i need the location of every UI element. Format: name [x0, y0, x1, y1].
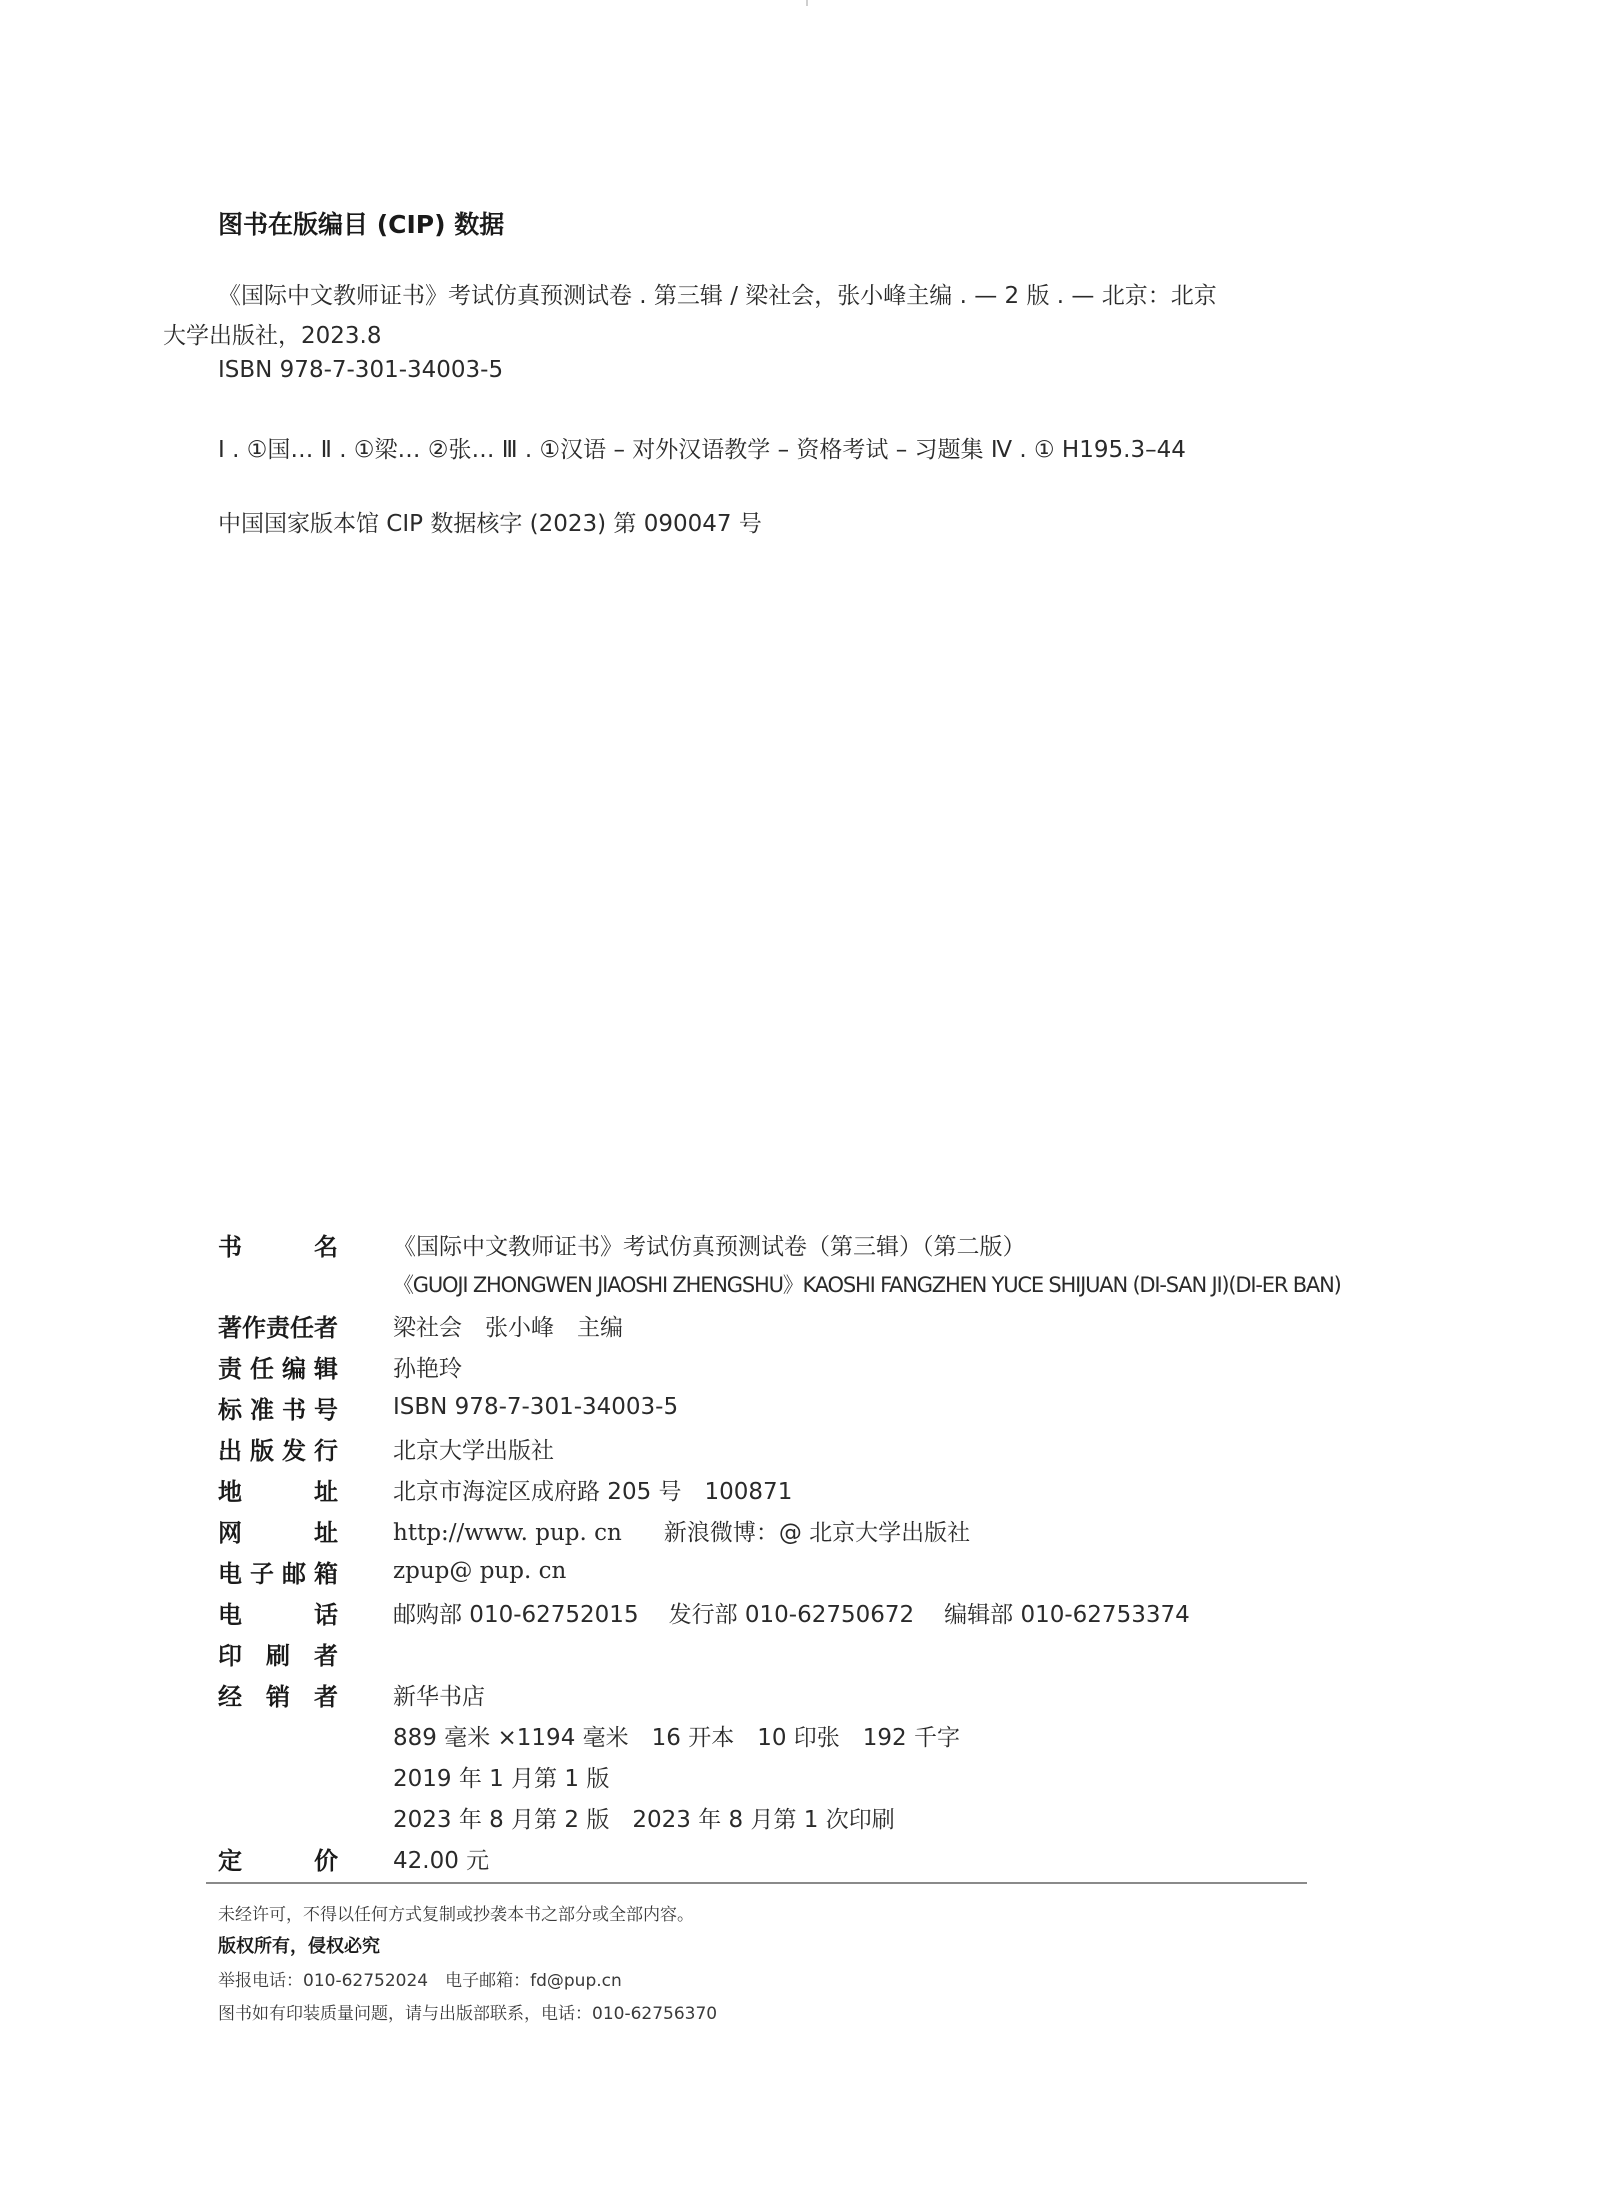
distributor-value: 新华书店	[393, 1683, 485, 1710]
label-address: 地 址	[218, 1477, 338, 1506]
note-no-copy: 未经许可，不得以任何方式复制或抄袭本书之部分或全部内容。	[218, 1905, 694, 1925]
note-rights-reserved: 版权所有，侵权必究	[218, 1936, 380, 1957]
label-website: 网 址	[218, 1518, 338, 1547]
cip-verification: 中国国家版本馆 CIP 数据核字 (2023) 第 090047 号	[218, 511, 762, 537]
cip-block	[163, 205, 1338, 537]
label-phone: 电 话	[218, 1600, 338, 1629]
isbn-value: ISBN 978-7-301-34003-5	[393, 1394, 679, 1420]
website-value	[393, 1514, 970, 1547]
website-url[interactable]: http://www. pup. cn	[393, 1519, 622, 1546]
page-edge-mark	[806, 0, 808, 6]
label-editor: 责 任 编 辑	[218, 1354, 338, 1383]
specs-value: 889 毫米 ×1194 毫米 16 开本 10 印张 192 千字	[393, 1724, 961, 1751]
row-editor	[218, 1348, 462, 1384]
cip-classification: Ⅰ . ①国… Ⅱ . ①梁… ②张… Ⅲ . ①汉语 – 对外汉语教学 – 资格考试 – 习题集 Ⅳ . ① H195.3–44	[218, 437, 1186, 463]
row-book-name	[218, 1226, 1026, 1262]
address-value: 北京市海淀区成府路 205 号 100871	[393, 1478, 793, 1505]
phone-value	[393, 1596, 1190, 1629]
email-value[interactable]: zpup@ pup. cn	[393, 1558, 567, 1584]
note-quality-contact: 图书如有印装质量问题，请与出版部联系，电话：010-62756370	[218, 2004, 718, 2024]
row-printer	[218, 1635, 338, 1671]
phone-editorial: 编辑部 010-62753374	[944, 1601, 1190, 1628]
cip-isbn: ISBN 978-7-301-34003-5	[218, 357, 504, 383]
edition-1-value: 2019 年 1 月第 1 版	[393, 1765, 610, 1792]
label-distributor: 经 销 者	[218, 1682, 338, 1711]
row-address	[218, 1471, 793, 1507]
publisher-value: 北京大学出版社	[393, 1437, 554, 1464]
label-book-name: 书 名	[218, 1232, 338, 1261]
cip-line-2: 大学出版社，2023.8	[163, 323, 382, 349]
cip-title: 图书在版编目 (CIP) 数据	[218, 210, 505, 239]
label-publisher: 出 版 发 行	[218, 1436, 338, 1465]
row-authors	[218, 1307, 623, 1343]
note-report-contact: 举报电话：010-62752024 电子邮箱：fd@pup.cn	[218, 1971, 622, 1991]
cip-line-1: 《国际中文教师证书》考试仿真预测试卷 . 第三辑 / 梁社会，张小峰主编 . — 2 版 . — 北京：北京	[218, 283, 1217, 309]
label-authors: 著作责任者	[218, 1313, 338, 1342]
label-printer: 印 刷 者	[218, 1641, 338, 1670]
authors-value: 梁社会 张小峰 主编	[393, 1314, 623, 1341]
editor-value: 孙艳玲	[393, 1355, 462, 1382]
row-isbn	[218, 1389, 679, 1425]
row-distributor	[218, 1676, 485, 1712]
label-isbn: 标 准 书 号	[218, 1395, 338, 1424]
edition-2-value: 2023 年 8 月第 2 版 2023 年 8 月第 1 次印刷	[393, 1806, 895, 1833]
price-value: 42.00 元	[393, 1847, 490, 1874]
phone-distribution: 发行部 010-62750672	[668, 1601, 915, 1628]
divider-rule	[206, 1882, 1307, 1884]
book-name-cn: 《国际中文教师证书》考试仿真预测试卷（第三辑）（第二版）	[393, 1233, 1026, 1260]
weibo-handle: 新浪微博：@ 北京大学出版社	[663, 1519, 971, 1546]
row-phone	[218, 1594, 1190, 1630]
phone-mail-order: 邮购部 010-62752015	[393, 1601, 639, 1628]
row-price	[218, 1840, 490, 1876]
row-email	[218, 1553, 567, 1589]
book-name-en: 《GUOJI ZHONGWEN JIAOSHI ZHENGSHU》KAOSHI FANGZHEN YUCE SHIJUAN (DI-SAN JI)(DI-ER BAN)	[393, 1273, 1341, 1297]
row-publisher	[218, 1430, 554, 1466]
row-website	[218, 1512, 971, 1548]
label-email: 电 子 邮 箱	[218, 1559, 338, 1588]
label-price: 定 价	[218, 1846, 338, 1875]
